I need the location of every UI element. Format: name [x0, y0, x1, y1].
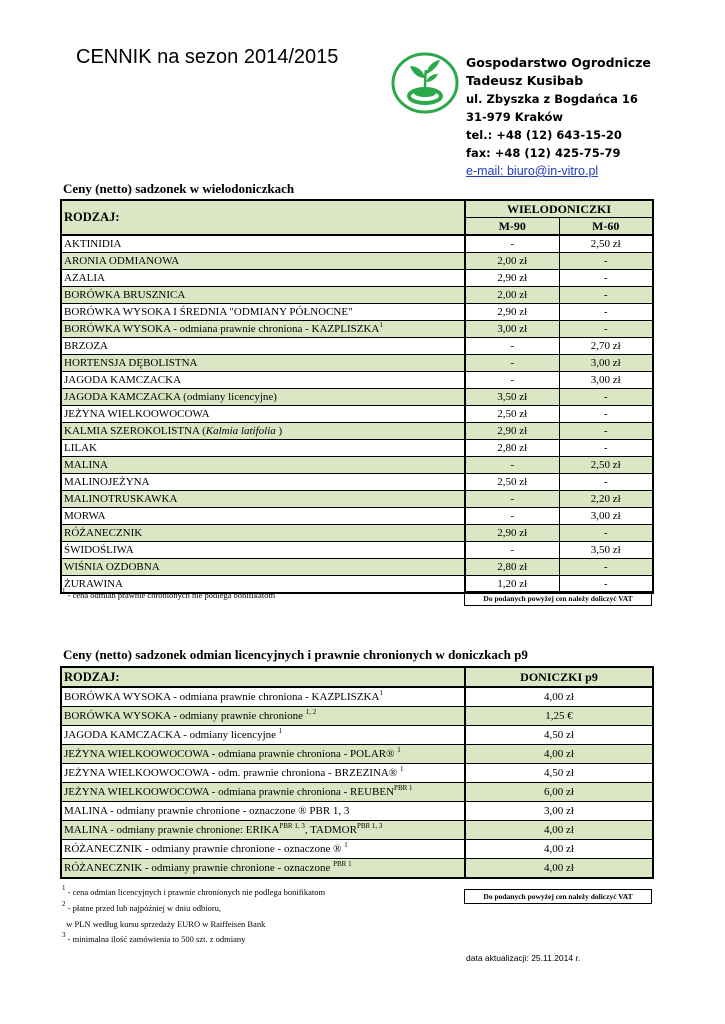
- plant-name-text: MALINOTRUSKAWKA: [64, 492, 178, 505]
- footnote-text: - cena odmian licencyjnych i prawnie chronionych nie podlega bonifikatom: [65, 887, 326, 897]
- plant-name: [61, 491, 465, 508]
- table-row: [61, 802, 653, 821]
- plant-name: [61, 764, 465, 783]
- plant-name: [61, 389, 465, 406]
- table-row: [61, 287, 653, 304]
- plant-name-text: RÓŻANECZNIK - odmiany prawnie chronione - oznaczone: [64, 862, 334, 874]
- price-table-p9: [60, 666, 654, 879]
- plant-name: [61, 745, 465, 764]
- plant-name-text: BORÓWKA WYSOKA I ŚREDNIA "ODMIANY PÓŁNOCNE": [64, 305, 353, 318]
- footnote-marker: 1: [278, 727, 283, 735]
- table-row: [61, 764, 653, 783]
- plant-name: [61, 559, 465, 576]
- price-m90: 2,90 zł: [465, 304, 559, 321]
- plant-name: [61, 321, 465, 338]
- price-m60: 3,00 zł: [559, 508, 653, 525]
- price-table-multipots: [60, 199, 654, 594]
- plant-name: [61, 338, 465, 355]
- plant-name: [61, 542, 465, 559]
- price-m60: 3,00 zł: [559, 372, 653, 389]
- price-p9: 4,00 zł: [465, 745, 653, 764]
- table-row: [61, 423, 653, 440]
- fax: fax: +48 (12) 425-75-79: [466, 146, 621, 160]
- price-p9: 3,00 zł: [465, 802, 653, 821]
- plant-name-text: RÓŻANECZNIK - odmiany prawnie chronione - oznaczone ®: [64, 843, 345, 855]
- price-p9: 4,00 zł: [465, 840, 653, 859]
- price-m90: 2,50 zł: [465, 406, 559, 423]
- plant-name-text: RÓŻANECZNIK: [64, 526, 143, 539]
- plant-name-text: BORÓWKA BRUSZNICA: [64, 288, 186, 301]
- plant-name-text: BRZOZA: [64, 339, 108, 352]
- plant-name: [61, 802, 465, 821]
- table-row: [61, 338, 653, 355]
- price-p9: 4,50 zł: [465, 726, 653, 745]
- price-p9: 4,00 zł: [465, 687, 653, 707]
- section1-footnote: $^1$ - cena odmian prawnie chronionych nie podlega bonifikatom: [62, 587, 276, 600]
- plant-name: [61, 821, 465, 840]
- price-p9: 6,00 zł: [465, 783, 653, 802]
- footnote-marker: 1: [62, 884, 66, 892]
- price-m60: -: [559, 287, 653, 304]
- table-row: [61, 389, 653, 406]
- footnote-marker: 1: [397, 746, 401, 754]
- table-row: [61, 253, 653, 270]
- table-row: [61, 491, 653, 508]
- footnote-marker: PBR 1: [394, 784, 413, 792]
- table-row: [61, 745, 653, 764]
- price-m60: -: [559, 576, 653, 594]
- plant-name: [61, 287, 465, 304]
- price-m60: -: [559, 304, 653, 321]
- plant-name: [61, 270, 465, 287]
- plant-name-text: JAGODA KAMCZACKA: [64, 373, 182, 386]
- company-name-1: Gospodarstwo Ogrodnicze: [466, 55, 651, 70]
- plant-name: [61, 304, 465, 321]
- price-m90: -: [465, 355, 559, 372]
- price-m60: 2,50 zł: [559, 235, 653, 253]
- table-row: [61, 707, 653, 726]
- price-m90: 1,20 zł: [465, 576, 559, 594]
- plant-name-text: HORTENSJA DĘBOLISTNA: [64, 356, 198, 369]
- price-p9: 4,00 zł: [465, 821, 653, 840]
- footnote-marker: PBR 1, 3: [279, 822, 305, 830]
- footnote-marker: PBR 1, 3: [356, 822, 383, 830]
- plant-name-text: JEŻYNA WIELKOOWOCOWA - odmiana prawnie chroniona - POLAR®: [64, 748, 398, 760]
- section2-footnote-line: [62, 919, 265, 929]
- footnote-marker: 1, 2: [305, 708, 317, 716]
- col-header-p9: DONICZKI p9: [465, 667, 653, 687]
- plant-name: [61, 474, 465, 491]
- plant-name: [61, 783, 465, 802]
- footnote-marker: 3: [62, 931, 66, 939]
- company-logo-icon: [390, 52, 460, 114]
- plant-name-text: BORÓWKA WYSOKA - odmiany prawnie chronione: [64, 710, 306, 722]
- table-row: [61, 687, 653, 707]
- price-m90: -: [465, 338, 559, 355]
- price-m90: -: [465, 508, 559, 525]
- table-row: [61, 372, 653, 389]
- plant-name-text: JAGODA KAMCZACKA (odmiany licencyjne): [64, 390, 277, 403]
- table-row: [61, 304, 653, 321]
- table-row: [61, 406, 653, 423]
- price-m90: -: [465, 491, 559, 508]
- section2-footnote-line: [62, 931, 246, 944]
- company-name-2: Tadeusz Kusibab: [466, 73, 584, 88]
- price-p9: 1,25 €: [465, 707, 653, 726]
- price-m90: 2,90 zł: [465, 270, 559, 287]
- plant-name-text: JEŻYNA WIELKOOWOCOWA - odmiana prawnie chroniona - REUBEN: [64, 786, 395, 798]
- price-m90: 2,50 zł: [465, 474, 559, 491]
- table-row: [61, 440, 653, 457]
- plant-name: [61, 457, 465, 474]
- plant-name-text: MALINA: [64, 458, 108, 471]
- footnote-marker: 1: [399, 765, 404, 773]
- plant-name-text: KALMIA SZEROKOLISTNA (: [64, 424, 206, 437]
- table-row: [61, 525, 653, 542]
- plant-name-text: JEŻYNA WIELKOOWOCOWA: [64, 407, 210, 420]
- email-link[interactable]: e-mail: biuro@in-vitro.pl: [466, 164, 599, 178]
- price-m90: 3,50 zł: [465, 389, 559, 406]
- update-date: data aktualizacji: 25.11.2014 r.: [466, 953, 581, 963]
- price-m60: -: [559, 474, 653, 491]
- plant-name-text: WIŚNIA OZDOBNA: [64, 560, 160, 573]
- section2-title: Ceny (netto) sadzonek odmian licencyjnych i prawnie chronionych w doniczkach p9: [63, 647, 528, 662]
- plant-name-text: JEŻYNA WIELKOOWOCOWA - odm. prawnie chroniona - BRZEZINA®: [64, 767, 400, 779]
- table-row: [61, 321, 653, 338]
- company-info: [466, 54, 651, 180]
- plant-name: [61, 840, 465, 859]
- price-m90: 2,80 zł: [465, 559, 559, 576]
- plant-name-text: , TADMOR: [304, 824, 357, 836]
- section2-footnote-line: [62, 884, 326, 897]
- plant-name: [61, 707, 465, 726]
- price-m90: -: [465, 235, 559, 253]
- plant-name-text: AKTINIDIA: [64, 237, 122, 250]
- table-row: [61, 235, 653, 253]
- plant-name-text: ŚWIDOŚLIWA: [64, 543, 134, 556]
- price-m60: -: [559, 253, 653, 270]
- footnote-marker: 1: [344, 841, 348, 849]
- table-row: [61, 457, 653, 474]
- plant-name-text: LILAK: [64, 441, 97, 454]
- price-m90: 2,00 zł: [465, 253, 559, 270]
- price-m90: 2,00 zł: [465, 287, 559, 304]
- plant-name-text: MALINA - odmiany prawnie chronione - oznaczone ® PBR 1, 3: [64, 805, 350, 817]
- plant-name: [61, 406, 465, 423]
- section2-vat-note: Do podanych powyżej cen należy doliczyć VAT: [464, 889, 652, 904]
- col-header-m60: M-60: [559, 218, 653, 236]
- plant-name: [61, 253, 465, 270]
- price-m60: -: [559, 389, 653, 406]
- price-m90: 2,80 zł: [465, 440, 559, 457]
- price-m90: -: [465, 457, 559, 474]
- price-m90: 2,90 zł: [465, 423, 559, 440]
- table-row: [61, 559, 653, 576]
- col-header-type-2: RODZAJ:: [61, 667, 465, 687]
- table-row: [61, 474, 653, 491]
- plant-name-text: AZALIA: [64, 271, 105, 284]
- plant-name: [61, 508, 465, 525]
- plant-name: [61, 687, 465, 707]
- plant-name-text: BORÓWKA WYSOKA - odmiana prawnie chroniona - KAZPLISZKA: [64, 322, 380, 335]
- plant-name-text: ŻURAWINA: [64, 577, 123, 590]
- phone: tel.: +48 (12) 643-15-20: [466, 128, 622, 142]
- plant-name: [61, 235, 465, 253]
- section1-title: Ceny (netto) sadzonek w wielodoniczkach: [63, 181, 295, 196]
- plant-name: [61, 423, 465, 440]
- plant-name: [61, 440, 465, 457]
- footnote-marker: 2: [62, 900, 66, 908]
- plant-name: [61, 355, 465, 372]
- price-m60: 3,00 zł: [559, 355, 653, 372]
- plant-name-text: BORÓWKA WYSOKA - odmiana prawnie chroniona - KAZPLISZKA: [64, 691, 380, 703]
- plant-name-text: MALINOJEŻYNA: [64, 475, 150, 488]
- footnote-marker: PBR 1: [333, 860, 352, 868]
- price-m60: 2,50 zł: [559, 457, 653, 474]
- table-row: [61, 355, 653, 372]
- plant-name: [61, 525, 465, 542]
- price-m60: -: [559, 321, 653, 338]
- col-header-type: RODZAJ:: [61, 200, 465, 235]
- plant-name: [61, 726, 465, 745]
- price-m60: 2,70 zł: [559, 338, 653, 355]
- footnote-marker: 1: [379, 689, 383, 697]
- price-m60: 3,50 zł: [559, 542, 653, 559]
- address-city: 31-979 Kraków: [466, 110, 563, 124]
- price-m90: -: [465, 372, 559, 389]
- footnote-text: w PLN według kursu sprzedaży EURO w Raiffeisen Bank: [62, 919, 266, 929]
- footnote-marker: 1: [379, 320, 383, 329]
- plant-name-suffix: ): [275, 424, 283, 437]
- price-p9: 4,50 zł: [465, 764, 653, 783]
- table-row: [61, 840, 653, 859]
- plant-name-text: JAGODA KAMCZACKA - odmiany licencyjne: [64, 729, 279, 741]
- price-m60: -: [559, 423, 653, 440]
- col-header-m90: M-90: [465, 218, 559, 236]
- price-m60: -: [559, 525, 653, 542]
- table-row: [61, 508, 653, 525]
- table-row: [61, 270, 653, 287]
- page-title: CENNIK na sezon 2014/2015: [76, 46, 339, 68]
- plant-name-text: MALINA - odmiany prawnie chronione: ERIKA: [64, 824, 280, 836]
- price-m60: 2,20 zł: [559, 491, 653, 508]
- table-row: [61, 542, 653, 559]
- price-m90: 2,90 zł: [465, 525, 559, 542]
- address-street: ul. Zbyszka z Bogdańca 16: [466, 92, 638, 106]
- plant-name-text: ARONIA ODMIANOWA: [64, 254, 180, 267]
- col-header-group: WIELODONICZKI: [465, 200, 653, 218]
- price-m60: -: [559, 440, 653, 457]
- plant-name-text: MORWA: [64, 509, 106, 522]
- table-row: [61, 783, 653, 802]
- footnote-text: - minimalna ilość zamówienia to 500 szt. z odmiany: [65, 934, 246, 944]
- plant-name: [61, 372, 465, 389]
- price-m60: -: [559, 406, 653, 423]
- section1-vat-note: Do podanych powyżej cen należy doliczyć VAT: [464, 591, 652, 606]
- plant-name: [61, 859, 465, 879]
- footnote-text: - płatne przed lub najpóźniej w dniu odbioru,: [65, 903, 222, 913]
- table-row: [61, 859, 653, 879]
- plant-latin-name: Kalmia latifolia: [205, 424, 276, 437]
- price-m90: 3,00 zł: [465, 321, 559, 338]
- table-row: [61, 821, 653, 840]
- price-m90: -: [465, 542, 559, 559]
- section2-footnote-line: [62, 900, 222, 913]
- price-m60: -: [559, 270, 653, 287]
- price-m60: -: [559, 559, 653, 576]
- price-p9: 4,00 zł: [465, 859, 653, 879]
- table-row: [61, 726, 653, 745]
